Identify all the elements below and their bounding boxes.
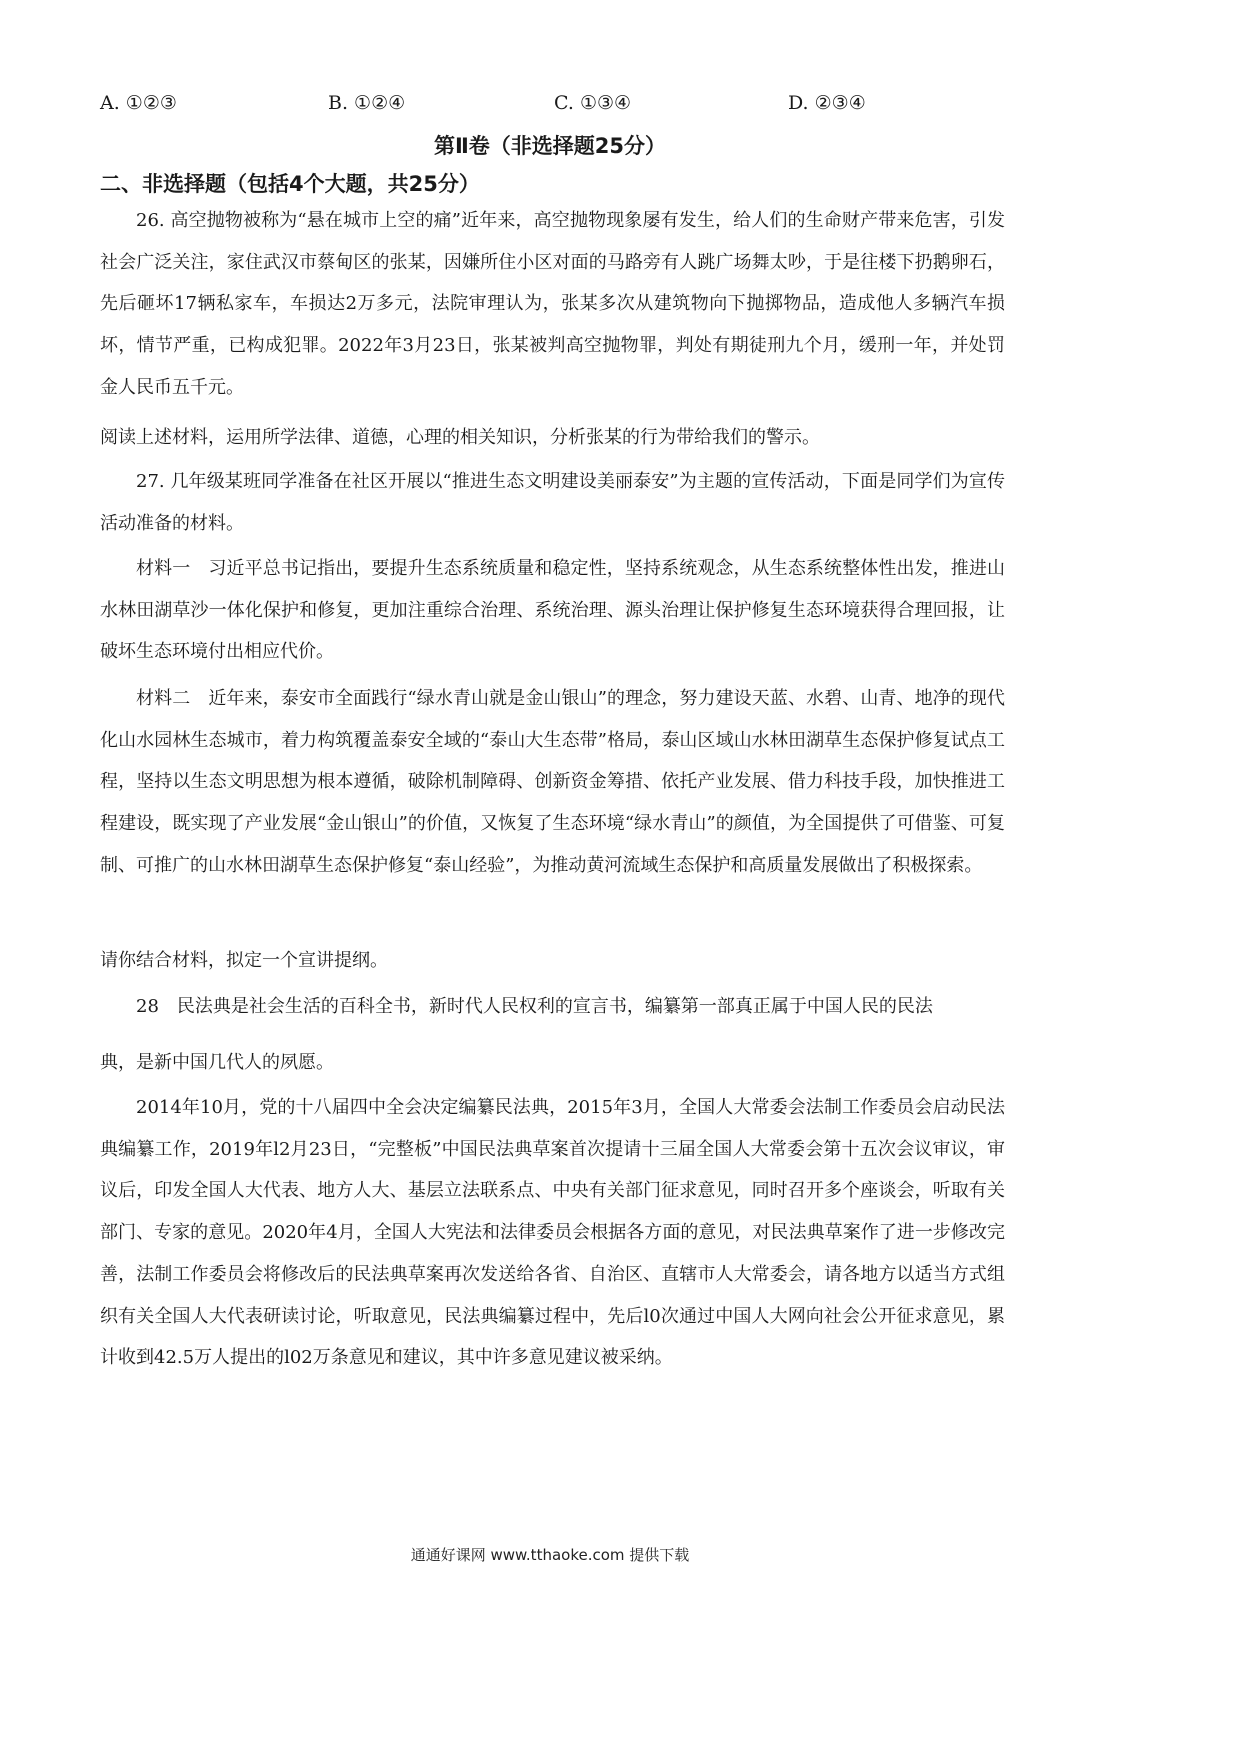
option-c: C. ①③④	[554, 92, 632, 114]
question-27-prompt: 请你结合材料，拟定一个宣讲提纲。	[100, 950, 388, 971]
question-28-line-2: 典，是新中国几代人的夙愿。	[100, 1052, 334, 1073]
question-27-material-2: 材料二 近年来，泰安市全面践行“绿水青山就是金山银山”的理念，努力建设天蓝、水碧、山青、地净的现代化山水园林生态城市，着力构筑覆盖泰安全域的“泰山大生态带”格局，泰山区域山水林田湖草生态保护修复试点工程，坚持以生态文明思想为根本遵循，破除机制障碍、创新资金筹措、依托产业发展、借力科技手段，加快推进工程建设，既实现了产业发展“金山银山”的价值，又恢复了生态环境“绿水青山”的颜值，为全国提供了可借鉴、可复制、可推广的山水林田湖草生态保护修复“泰山经验”，为推动黄河流域生态保护和高质量发展做出了积极探索。	[100, 688, 1005, 876]
option-a: A. ①②③	[100, 92, 177, 114]
question-28-paragraph: 2014年10月，党的十八届四中全会决定编纂民法典，2015年3月，全国人大常委会法制工作委员会启动民法典编纂工作，2019年l2月23日，“完整板”中国民法典草案首次提请十三届全国人大常委会第十五次会议审议，审议后，印发全国人大代表、地方人大、基层立法联系点、中央有关部门征求意见，同时召开多个座谈会，听取有关部门、专家的意见。2020年4月，全国人大宪法和法律委员会根据各方面的意见，对民法典草案作了进一步修改完善，法制工作委员会将修改后的民法典草案再次发送给各省、自治区、直辖市人大常委会，请各地方以适当方式组织有关全国人大代表研读讨论，听取意见，民法典编纂过程中，先后l0次通过中国人大网向社会公开征求意见，累计收到42.5万人提出的l02万条意见和建议，其中许多意见建议被采纳。	[100, 1097, 1005, 1369]
question-26-text: 26. 高空抛物被称为“悬在城市上空的痛”近年来，高空抛物现象屡有发生，给人们的生命财产带来危害，引发社会广泛关注，家住武汉市蔡甸区的张某，因嫌所住小区对面的马路旁有人跳广场舞太吵，于是往楼下扔鹅卵石，先后砸坏17辆私家车，车损达2万多元，法院审理认为，张某多次从建筑物向下抛掷物品，造成他人多辆汽车损坏，情节严重，已构成犯罪。2022年3月23日，张某被判高空抛物罪，判处有期徒刑九个月，缓刑一年，并处罚金人民币五千元。	[100, 210, 1005, 398]
option-d: D. ②③④	[788, 92, 866, 114]
section-title: 第Ⅱ卷（非选择题25分）	[433, 134, 667, 158]
answer-options	[100, 92, 1020, 122]
part-heading: 二、非选择题（包括4个大题，共25分）	[100, 172, 480, 196]
question-28-line-1: 28 民法典是社会生活的百科全书，新时代人民权利的宣言书，编纂第一部真正属于中国人民的民法	[136, 996, 933, 1017]
footer-credit: 通通好课网 www.tthaoke.com 提供下载	[410, 1546, 690, 1564]
question-27-intro: 27. 几年级某班同学准备在社区开展以“推进生态文明建设美丽泰安”为主题的宣传活动，下面是同学们为宣传活动准备的材料。	[100, 471, 1005, 534]
question-27-material-1: 材料一 习近平总书记指出，要提升生态系统质量和稳定性，坚持系统观念，从生态系统整体性出发，推进山水林田湖草沙一体化保护和修复，更加注重综合治理、系统治理、源头治理让保护修复生态环境获得合理回报，让破坏生态环境付出相应代价。	[100, 558, 1005, 663]
question-26-prompt: 阅读上述材料，运用所学法律、道德，心理的相关知识，分析张某的行为带给我们的警示。	[100, 427, 820, 448]
option-b: B. ①②④	[328, 92, 406, 114]
